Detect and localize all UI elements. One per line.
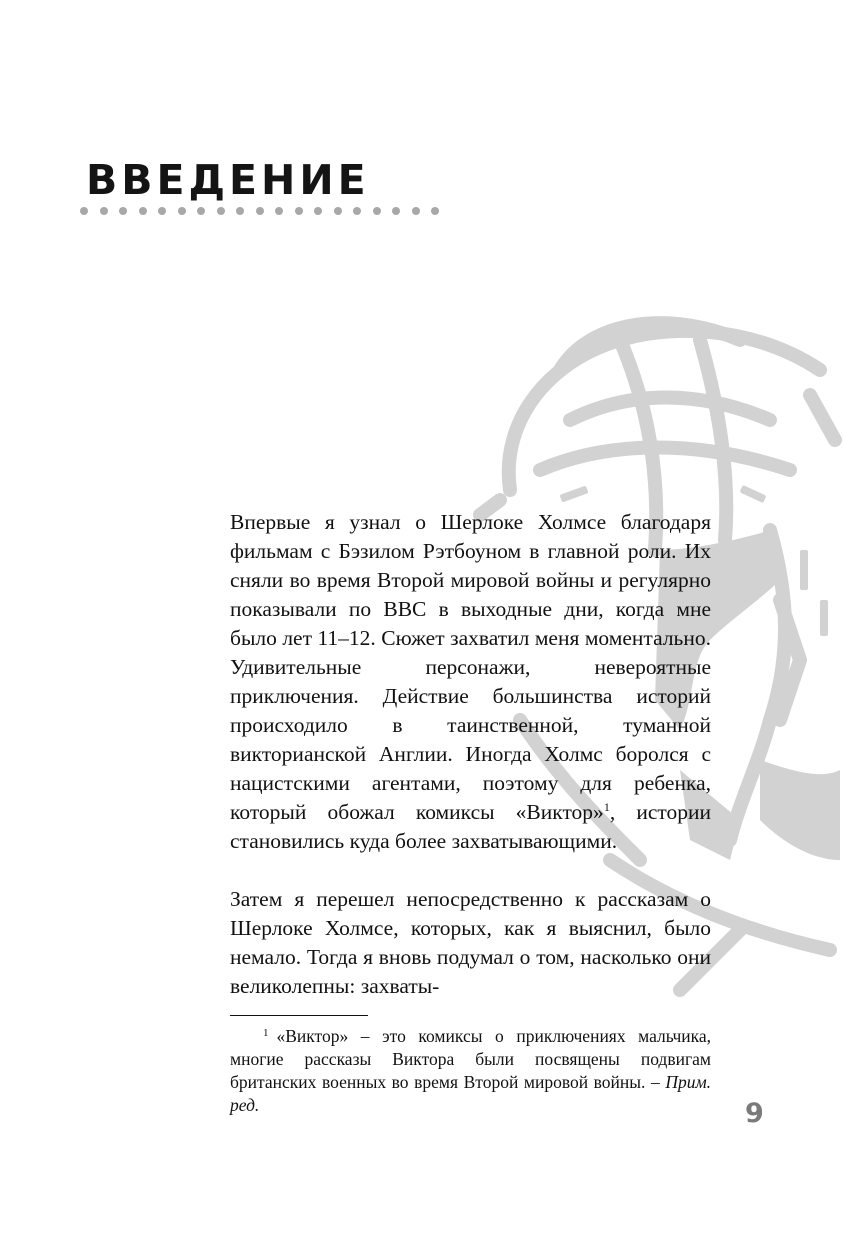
footnote-mark: 1 <box>263 1027 269 1039</box>
paragraph-1 <box>230 508 711 856</box>
footnote-reference: 1 <box>603 800 610 814</box>
paragraph-1-text-end: , истории становились куда более захватывающими. <box>230 800 711 853</box>
footnote-editor-note: Прим. ред. <box>230 1072 711 1115</box>
footnote-divider <box>230 1015 368 1016</box>
page-number: 9 <box>745 1098 764 1129</box>
chapter-title: ВВЕДЕНИЕ <box>86 156 370 204</box>
main-text <box>230 508 711 1001</box>
paragraph-2: Затем я перешел непосредственно к рассказам о Шерлоке Холмсе, которых, как я выяснил, было немало. Тогда я вновь подумал о том, насколько они великолепны: захваты- <box>230 887 711 998</box>
title-dots-divider <box>80 207 439 215</box>
paragraph-1-text: Впервые я узнал о Шерлоке Холмсе благодаря фильмам с Бэзилом Рэтбоуном в главной роли. Их сняли во время Второй мировой войны и регулярно показывали по BBC в выходные дни, когда мне было лет 11–12. Сюжет захватил меня моментально. Удивительные персонажи, невероятные приключения. Действие большинства историй происходило в таинственной, туманной викторианской Англии. Иногда Холмс боролся с нацистскими агентами, поэтому для ребенка, который обожал комиксы «Виктор» <box>230 510 711 824</box>
footnote-text: «Виктор» – это комиксы о приключениях мальчика, многие рассказы Виктора были посвящены подвигам британских военных во время Второй мировой войны. – <box>230 1026 711 1092</box>
footnote <box>230 1022 711 1117</box>
